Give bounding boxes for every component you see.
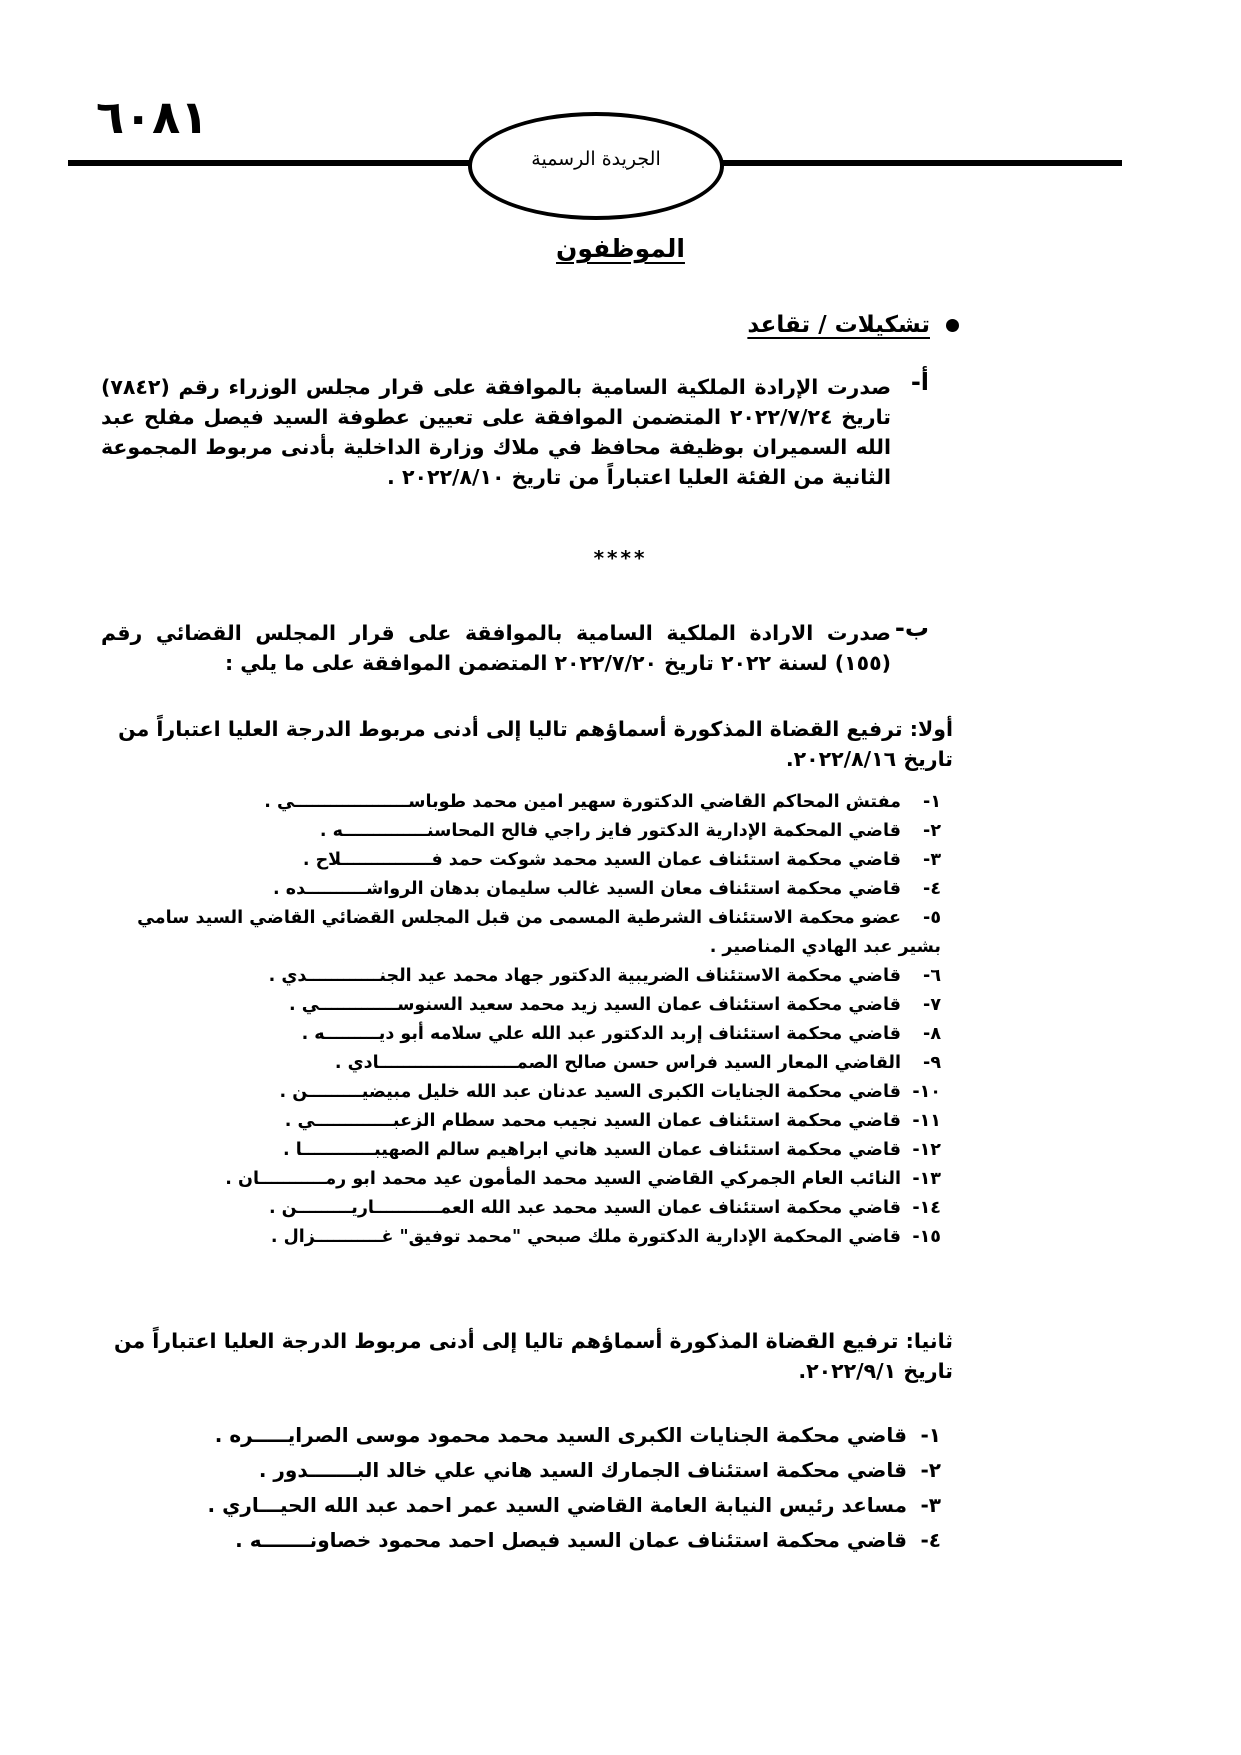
- gazette-name: الجريدة الرسمية: [531, 148, 661, 170]
- list-item-number: ٨-: [923, 1024, 941, 1044]
- subsection-heading: [747, 312, 959, 338]
- item-a-marker: أ-: [910, 368, 929, 396]
- section-title-wrap: [0, 234, 1241, 263]
- list-item: [121, 846, 941, 875]
- list-item-number: ٣-: [920, 1493, 941, 1517]
- list-item-number: ١١-: [912, 1111, 941, 1131]
- list-item: [121, 1078, 941, 1107]
- list-item: [208, 1523, 941, 1558]
- list-item-number: ٩-: [923, 1053, 941, 1073]
- list-item: [121, 1136, 941, 1165]
- list-item-text: قاضي محكمة الجنايات الكبرى السيد عدنان عبد الله خليل مبيضيـــــــــن .: [279, 1082, 901, 1102]
- list-item-text: قاضي محكمة الجنايات الكبرى السيد محمد محمود موسى الصرايـــــره .: [214, 1423, 907, 1447]
- section-title: الموظفون: [556, 234, 685, 263]
- list-item: [121, 1020, 941, 1049]
- item-b-marker: ب-: [894, 614, 929, 642]
- list-item-number: ٢-: [920, 1458, 941, 1482]
- list-item: [208, 1453, 941, 1488]
- list-item-number: ٣-: [923, 850, 941, 870]
- list-item-text: قاضي محكمة استئناف عمان السيد فيصل احمد محمود خصاونـــــــه .: [235, 1528, 907, 1552]
- list-item: [208, 1418, 941, 1453]
- list-item-number: ١-: [920, 1423, 941, 1447]
- list-item-number: ٦-: [923, 966, 941, 986]
- list-item-number: ٥-: [923, 908, 941, 928]
- list-item-text: قاضي محكمة استئناف عمان السيد نجيب محمد سطام الزعبـــــــــــــي .: [284, 1111, 901, 1131]
- list-item-number: ٤-: [923, 879, 941, 899]
- subsection-title: تشكيلات / تقاعد: [747, 312, 930, 338]
- list-item-number: ١٤-: [912, 1198, 941, 1218]
- list-item-number: ١٠-: [912, 1082, 941, 1102]
- list-item-text: القاضي المعار السيد فراس حسن صالح الصمـــــــــــــــــــــــادي .: [334, 1053, 901, 1073]
- item-b-text: صدرت الارادة الملكية السامية بالموافقة على قرار المجلس القضائي رقم (١٥٥) لسنة ٢٠٢٢ تاريخ ٢٠٢٢/٧/٢٠ المتضمن الموافقة على ما يلي :: [101, 621, 891, 675]
- list-item-text: قاضي محكمة استئناف عمان السيد هاني ابراهيم سالم الصهيبــــــــــــا .: [283, 1140, 901, 1160]
- list-item: [121, 817, 941, 846]
- list-item-text: قاضي محكمة استئناف الجمارك السيد هاني علي خالد البـــــــدور .: [258, 1458, 907, 1482]
- list-item: [208, 1488, 941, 1523]
- second-group-list: [208, 1418, 941, 1558]
- list-item-number: ١٣-: [912, 1169, 941, 1189]
- list-item-text: قاضي محكمة استئناف عمان السيد محمد عبد الله العمـــــــــــاريـــــــــن .: [268, 1198, 901, 1218]
- page-number: ٦٠٨١: [96, 90, 209, 144]
- list-item-text: قاضي محكمة استئناف عمان السيد زيد محمد سعيد السنوســـــــــــــي .: [288, 995, 901, 1015]
- list-item-number: ٤-: [920, 1528, 941, 1552]
- bullet-icon: [946, 319, 959, 332]
- list-item: [121, 875, 941, 904]
- list-item-text: مساعد رئيس النيابة العامة القاضي السيد عمر احمد عبد الله الحيـــاري .: [207, 1493, 907, 1517]
- list-item: [121, 991, 941, 1020]
- list-item-text: قاضي محكمة استئناف عمان السيد محمد شوكت حمد فـــــــــــــــلاح .: [302, 850, 901, 870]
- list-item: [121, 788, 941, 817]
- list-item-number: ٢-: [923, 821, 941, 841]
- gazette-name-oval: [468, 112, 724, 220]
- list-item-text: قاضي المحكمة الإدارية الدكتورة ملك صبحي "محمد توفيق" غـــــــــــزال .: [270, 1227, 901, 1247]
- list-item-text: قاضي محكمة استئناف معان السيد غالب سليمان بدهان الرواشــــــــــده .: [273, 879, 901, 899]
- list-item: [121, 1049, 941, 1078]
- list-item-text: مفتش المحاكم القاضي الدكتورة سهير امين محمد طوباســـــــــــــــــــي .: [264, 792, 901, 812]
- list-item-number: ١-: [923, 792, 941, 812]
- item-a-text: صدرت الإرادة الملكية السامية بالموافقة على قرار مجلس الوزراء رقم (٧٨٤٢) تاريخ ٢٠٢٢/٧/٢٤ المتضمن الموافقة على تعيين عطوفة السيد فيصل مفلح عبد الله السميران بوظيفة محافظ في ملاك وزارة الداخلية بأدنى مربوط المجموعة الثانية من الفئة العليا اعتباراً من تاريخ ٢٠٢٢/٨/١٠ .: [101, 375, 891, 489]
- list-item: [121, 1223, 941, 1252]
- list-item-text: النائب العام الجمركي القاضي السيد محمد المأمون عيد محمد ابو رمـــــــــــان .: [225, 1169, 901, 1189]
- list-item-text: قاضي محكمة استئناف إربد الدكتور عبد الله علي سلامه أبو ديـــــــــه .: [301, 1024, 901, 1044]
- separator: ****: [593, 546, 648, 570]
- list-item: [121, 962, 941, 991]
- list-item: [121, 1194, 941, 1223]
- list-item: [121, 1107, 941, 1136]
- first-group-intro: أولا: ترفيع القضاة المذكورة أسماؤهم تاليا إلى أدنى مربوط الدرجة العليا اعتباراً من تاريخ ٢٠٢٢/٨/١٦.: [118, 717, 953, 771]
- list-item-number: ١٢-: [912, 1140, 941, 1160]
- list-item-text: قاضي المحكمة الإدارية الدكتور فايز راجي فالح المحاسنــــــــــــــه .: [319, 821, 901, 841]
- list-item: [121, 1165, 941, 1194]
- list-item-number: ٧-: [923, 995, 941, 1015]
- list-item-text: قاضي محكمة الاستئناف الضريبية الدكتور جهاد محمد عيد الجنــــــــــــدي .: [268, 966, 901, 986]
- first-group-list: [121, 788, 941, 1252]
- list-item-text: عضو محكمة الاستئناف الشرطية المسمى من قبل المجلس القضائي القاضي السيد سامي بشير عبد الهادي المناصير .: [137, 908, 941, 957]
- list-item: [121, 904, 941, 962]
- second-group-intro: ثانيا: ترفيع القضاة المذكورة أسماؤهم تاليا إلى أدنى مربوط الدرجة العليا اعتباراً من تاريخ ٢٠٢٢/٩/١.: [114, 1329, 953, 1383]
- list-item-number: ١٥-: [912, 1227, 941, 1247]
